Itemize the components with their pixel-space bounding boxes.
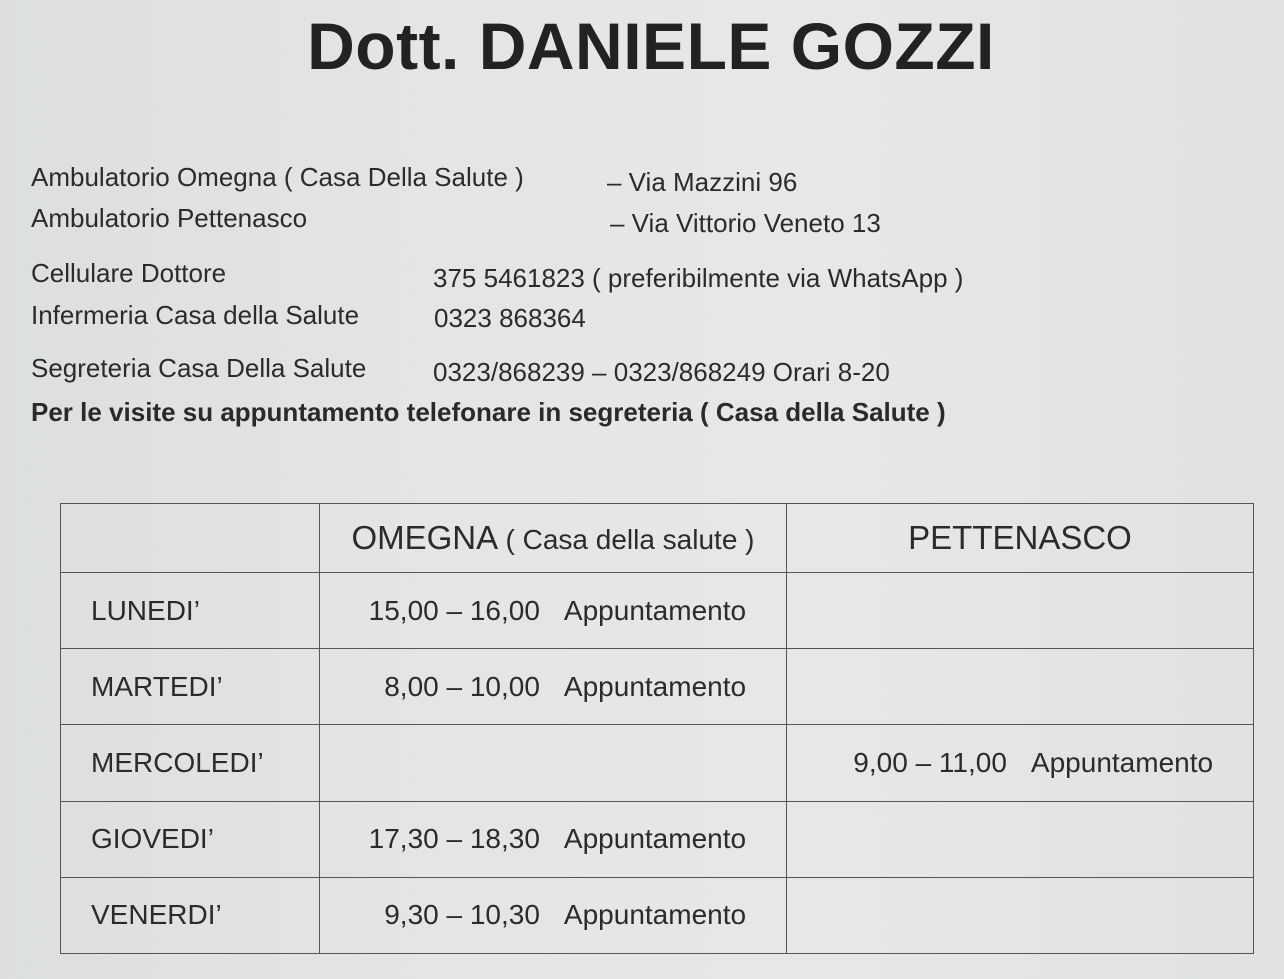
omegna-time: 9,30 – 10,30: [384, 899, 540, 931]
appointment-note: Per le visite su appuntamento telefonare in segreteria ( Casa della Salute ): [31, 397, 946, 427]
header-omegna-sub: ( Casa della salute ): [505, 524, 755, 556]
location-omegna-address: – Via Mazzini 96: [607, 167, 798, 197]
omegna-hours-cell: [320, 649, 787, 725]
contact-doctor-label: Cellulare Dottore: [31, 258, 227, 288]
omegna-time: 17,30 – 18,30: [368, 823, 540, 855]
header-omegna: [320, 504, 787, 573]
omegna-time: 8,00 – 10,00: [384, 670, 540, 702]
day-cell: VENERDI’: [61, 877, 320, 953]
table-row: [61, 877, 1254, 953]
table-row: [61, 649, 1254, 725]
day-cell: MARTEDI’: [61, 649, 320, 725]
omegna-note: Appuntamento: [563, 670, 747, 702]
omegna-hours-cell: [320, 725, 787, 801]
omegna-note: Appuntamento: [563, 823, 747, 855]
table-row: [61, 573, 1254, 649]
pettenasco-note: Appuntamento: [1030, 747, 1214, 779]
header-empty-cell: [61, 504, 320, 573]
pettenasco-hours-cell: [787, 725, 1254, 801]
table-row: [61, 725, 1254, 801]
header-pettenasco: PETTENASCO: [787, 504, 1254, 573]
location-pettenasco-address: – Via Vittorio Veneto 13: [610, 208, 881, 238]
schedule-table: [60, 503, 1254, 954]
contact-segreteria-value: 0323/868239 – 0323/868249 Orari 8-20: [433, 357, 890, 387]
contact-infermeria-label: Infermeria Casa della Salute: [31, 300, 360, 330]
pettenasco-hours-cell: [787, 649, 1254, 725]
omegna-time: 15,00 – 16,00: [368, 594, 540, 626]
day-cell: GIOVEDI’: [61, 801, 320, 877]
day-cell: LUNEDI’: [61, 573, 320, 649]
contact-doctor-value: 375 5461823 ( preferibilmente via WhatsApp ): [433, 263, 964, 293]
page-title: Dott. DANIELE GOZZI: [307, 9, 995, 83]
table-header-row: [61, 504, 1254, 573]
location-pettenasco-name: Ambulatorio Pettenasco: [31, 203, 308, 233]
omegna-hours-cell: [320, 801, 787, 877]
omegna-hours-cell: [320, 877, 787, 953]
table-row: [61, 801, 1254, 877]
day-cell: MERCOLEDI’: [61, 725, 320, 801]
pettenasco-hours-cell: [787, 573, 1254, 649]
pettenasco-hours-cell: [787, 877, 1254, 953]
omegna-hours-cell: [320, 573, 787, 649]
pettenasco-hours-cell: [787, 801, 1254, 877]
omegna-note: Appuntamento: [563, 594, 747, 626]
pettenasco-time: 9,00 – 11,00: [853, 747, 1007, 779]
header-omegna-main: OMEGNA: [351, 519, 497, 557]
location-omegna-name: Ambulatorio Omegna ( Casa Della Salute ): [31, 162, 524, 192]
contact-infermeria-value: 0323 868364: [434, 303, 586, 333]
contact-segreteria-label: Segreteria Casa Della Salute: [31, 353, 367, 383]
omegna-note: Appuntamento: [563, 899, 747, 931]
